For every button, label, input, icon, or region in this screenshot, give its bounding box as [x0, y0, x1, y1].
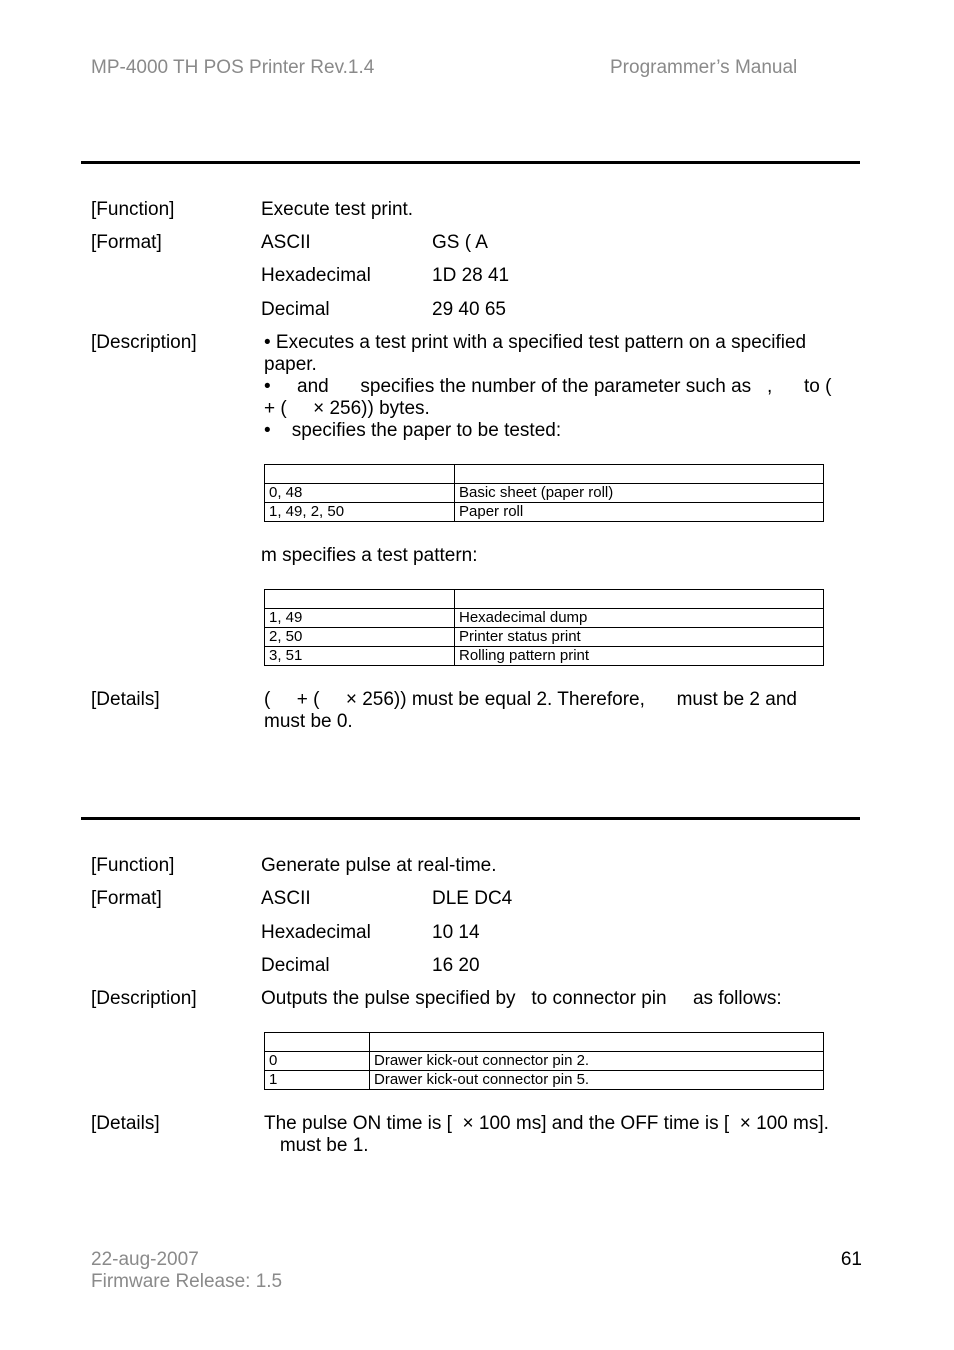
- description-label: [Description]: [91, 332, 197, 353]
- footer-firmware: Firmware Release: 1.5: [91, 1271, 283, 1292]
- pattern-table: [264, 589, 824, 666]
- function-text: Execute test print.: [261, 199, 414, 220]
- format-value: 10 14: [432, 922, 480, 943]
- table-cell: 0, 48: [265, 484, 455, 503]
- format-name: Decimal: [261, 299, 330, 320]
- table-header-cell: [370, 1033, 824, 1052]
- description-text: [264, 332, 831, 442]
- table-cell: Drawer kick-out connector pin 2.: [370, 1052, 824, 1071]
- table-cell: 1, 49: [265, 609, 455, 628]
- table-row: [265, 647, 824, 666]
- format-value: 16 20: [432, 955, 480, 976]
- description-line: • Executes a test print with a specified test pattern on a specified: [264, 332, 807, 353]
- header-title: MP-4000 TH POS Printer Rev.1.4: [91, 57, 375, 78]
- description-text: Outputs the pulse specified by to connector pin as follows:: [261, 988, 782, 1009]
- table-row: [265, 628, 824, 647]
- table-header-cell: [455, 465, 824, 484]
- table-cell: Rolling pattern print: [455, 647, 824, 666]
- details-label: [Details]: [91, 1113, 160, 1134]
- format-label: [Format]: [91, 232, 162, 253]
- table-row: [265, 484, 824, 503]
- format-label: [Format]: [91, 888, 162, 909]
- table-header-cell: [265, 590, 455, 609]
- table-cell: 2, 50: [265, 628, 455, 647]
- details-line: must be 0.: [264, 711, 353, 732]
- format-name: ASCII: [261, 888, 311, 909]
- details-line: must be 1.: [264, 1135, 369, 1156]
- section-divider: [81, 161, 860, 164]
- function-text: Generate pulse at real-time.: [261, 855, 497, 876]
- format-name: Decimal: [261, 955, 330, 976]
- table-header-row: [265, 590, 824, 609]
- format-value: 29 40 65: [432, 299, 506, 320]
- table-header-cell: [455, 590, 824, 609]
- connector-pin-table: [264, 1032, 824, 1090]
- table-header-row: [265, 1033, 824, 1052]
- table-cell: Basic sheet (paper roll): [455, 484, 824, 503]
- details-label: [Details]: [91, 689, 160, 710]
- table-row: [265, 1071, 824, 1090]
- details-line: ( + ( × 256)) must be equal 2. Therefore, must be 2 and: [264, 689, 797, 710]
- format-name: Hexadecimal: [261, 265, 371, 286]
- details-text: [264, 1113, 829, 1157]
- description-line: • specifies the paper to be tested:: [264, 420, 562, 441]
- table-cell: Paper roll: [455, 503, 824, 522]
- table-cell: Printer status print: [455, 628, 824, 647]
- table-cell: 3, 51: [265, 647, 455, 666]
- format-name: Hexadecimal: [261, 922, 371, 943]
- description-line: • and specifies the number of the parameter such as , to (: [264, 376, 832, 397]
- format-name: ASCII: [261, 232, 311, 253]
- details-line: The pulse ON time is [ × 100 ms] and the OFF time is [ × 100 ms].: [264, 1113, 829, 1134]
- table-cell: Hexadecimal dump: [455, 609, 824, 628]
- table-header-cell: [265, 1033, 370, 1052]
- table-header-cell: [265, 465, 455, 484]
- description-label: [Description]: [91, 988, 197, 1009]
- table-header-row: [265, 465, 824, 484]
- function-label: [Function]: [91, 199, 175, 220]
- section-divider: [81, 817, 860, 820]
- description-line: paper.: [264, 354, 317, 375]
- paper-table: [264, 464, 824, 522]
- footer-date: 22-aug-2007: [91, 1249, 199, 1270]
- table-row: [265, 503, 824, 522]
- table-cell: 0: [265, 1052, 370, 1071]
- table-row: [265, 1052, 824, 1071]
- details-text: [264, 689, 797, 733]
- table-cell: 1: [265, 1071, 370, 1090]
- table-cell: Drawer kick-out connector pin 5.: [370, 1071, 824, 1090]
- format-value: 1D 28 41: [432, 265, 510, 286]
- page-number: 61: [840, 1249, 862, 1270]
- function-label: [Function]: [91, 855, 175, 876]
- format-value: GS ( A: [432, 232, 488, 253]
- header-manual-name: Programmer’s Manual: [610, 57, 798, 78]
- table-cell: 1, 49, 2, 50: [265, 503, 455, 522]
- table-row: [265, 609, 824, 628]
- format-value: DLE DC4: [432, 888, 513, 909]
- description-line: + ( × 256)) bytes.: [264, 398, 430, 419]
- test-pattern-intro: m specifies a test pattern:: [261, 545, 478, 566]
